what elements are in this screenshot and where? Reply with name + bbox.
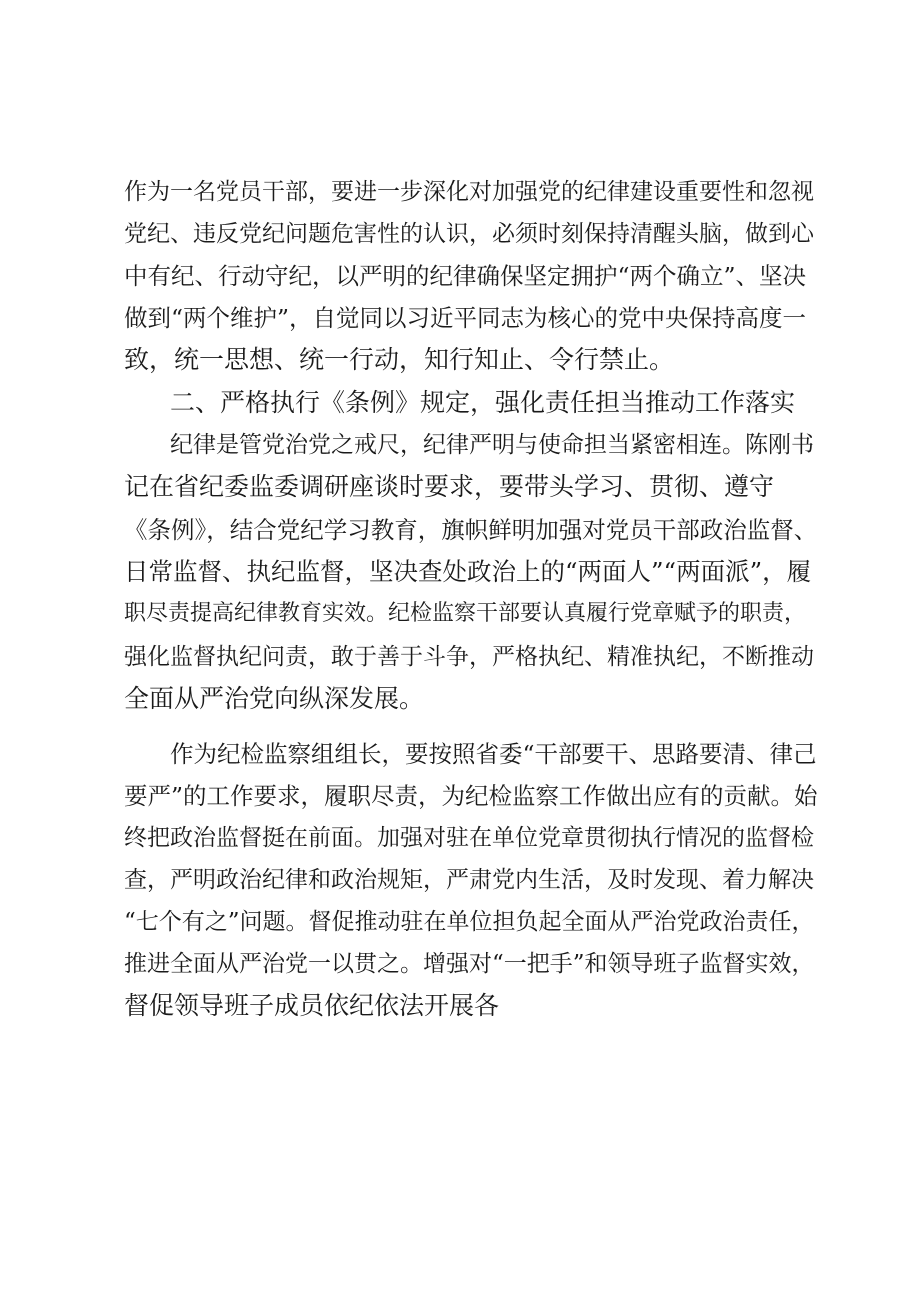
- p1-line-5: 致，统一思想、统一行动，知行知止、令行禁止。: [124, 345, 675, 374]
- p1-line-2: 党纪、违反党纪问题危害性的认识，必须时刻保持清醒头脑，做到心: [124, 221, 814, 247]
- section-heading: 二、严格执行《条例》规定，强化责任担当推动工作落实: [170, 388, 796, 417]
- p1-line-4: 做到“两个维护”，自觉同以习近平同志为核心的党中央保持高度一: [124, 304, 807, 332]
- p3-line-1: 作为纪检监察组组长，要按照省委“干部要干、思路要清、律己: [170, 740, 817, 768]
- p3-line-6: 推进全面从严治党一以贯之。增强对“一把手”和领导班子监督实效，: [124, 951, 815, 977]
- p1-line-3: 中有纪、行动守纪，以严明的纪律确保坚定拥护“两个确立”、坚决: [124, 262, 807, 290]
- p3-line-5: “七个有之”问题。督促推动驻在单位担负起全面从严治党政治责任，: [124, 909, 815, 935]
- p3-line-4: 查，严明政治纪律和政治规矩，严肃党内生活，及时发现、着力解决: [124, 867, 814, 893]
- p2-line-5: 职尽责提高纪律教育实效。纪检监察干部要认真履行党章赋予的职责，: [124, 601, 807, 626]
- p2-line-7: 全面从严治党向纵深发展。: [124, 684, 425, 713]
- p2-line-3: 《条例》，结合党纪学习教育，旗帜鲜明加强对党员干部政治监督、: [124, 516, 818, 544]
- p2-line-4: 日常监督、执纪监督，坚决查处政治上的“两面人”“两面派”，履: [124, 557, 812, 586]
- p2-line-1: 纪律是管党治党之戒尺，纪律严明与使命担当紧密相连。陈刚书: [170, 432, 814, 458]
- p1-line-1: 作为一名党员干部，要进一步深化对加强党的纪律建设重要性和忽视: [124, 179, 814, 205]
- p3-line-7: 督促领导班子成员依纪依法开展各: [124, 991, 500, 1020]
- p3-line-3: 终把政治监督挺在前面。加强对驻在单位党章贯彻执行情况的监督检: [124, 825, 814, 851]
- p3-line-2: 要严”的工作要求，履职尽责，为纪检监察工作做出应有的贡献。始: [124, 782, 818, 810]
- p2-line-6: 强化监督执纪问责，敢于善于斗争，严格执纪、精准执纪，不断推动: [124, 644, 814, 670]
- p2-line-2: 记在省纪委监委调研座谈时要求，要带头学习、贯彻、遵守: [124, 472, 775, 501]
